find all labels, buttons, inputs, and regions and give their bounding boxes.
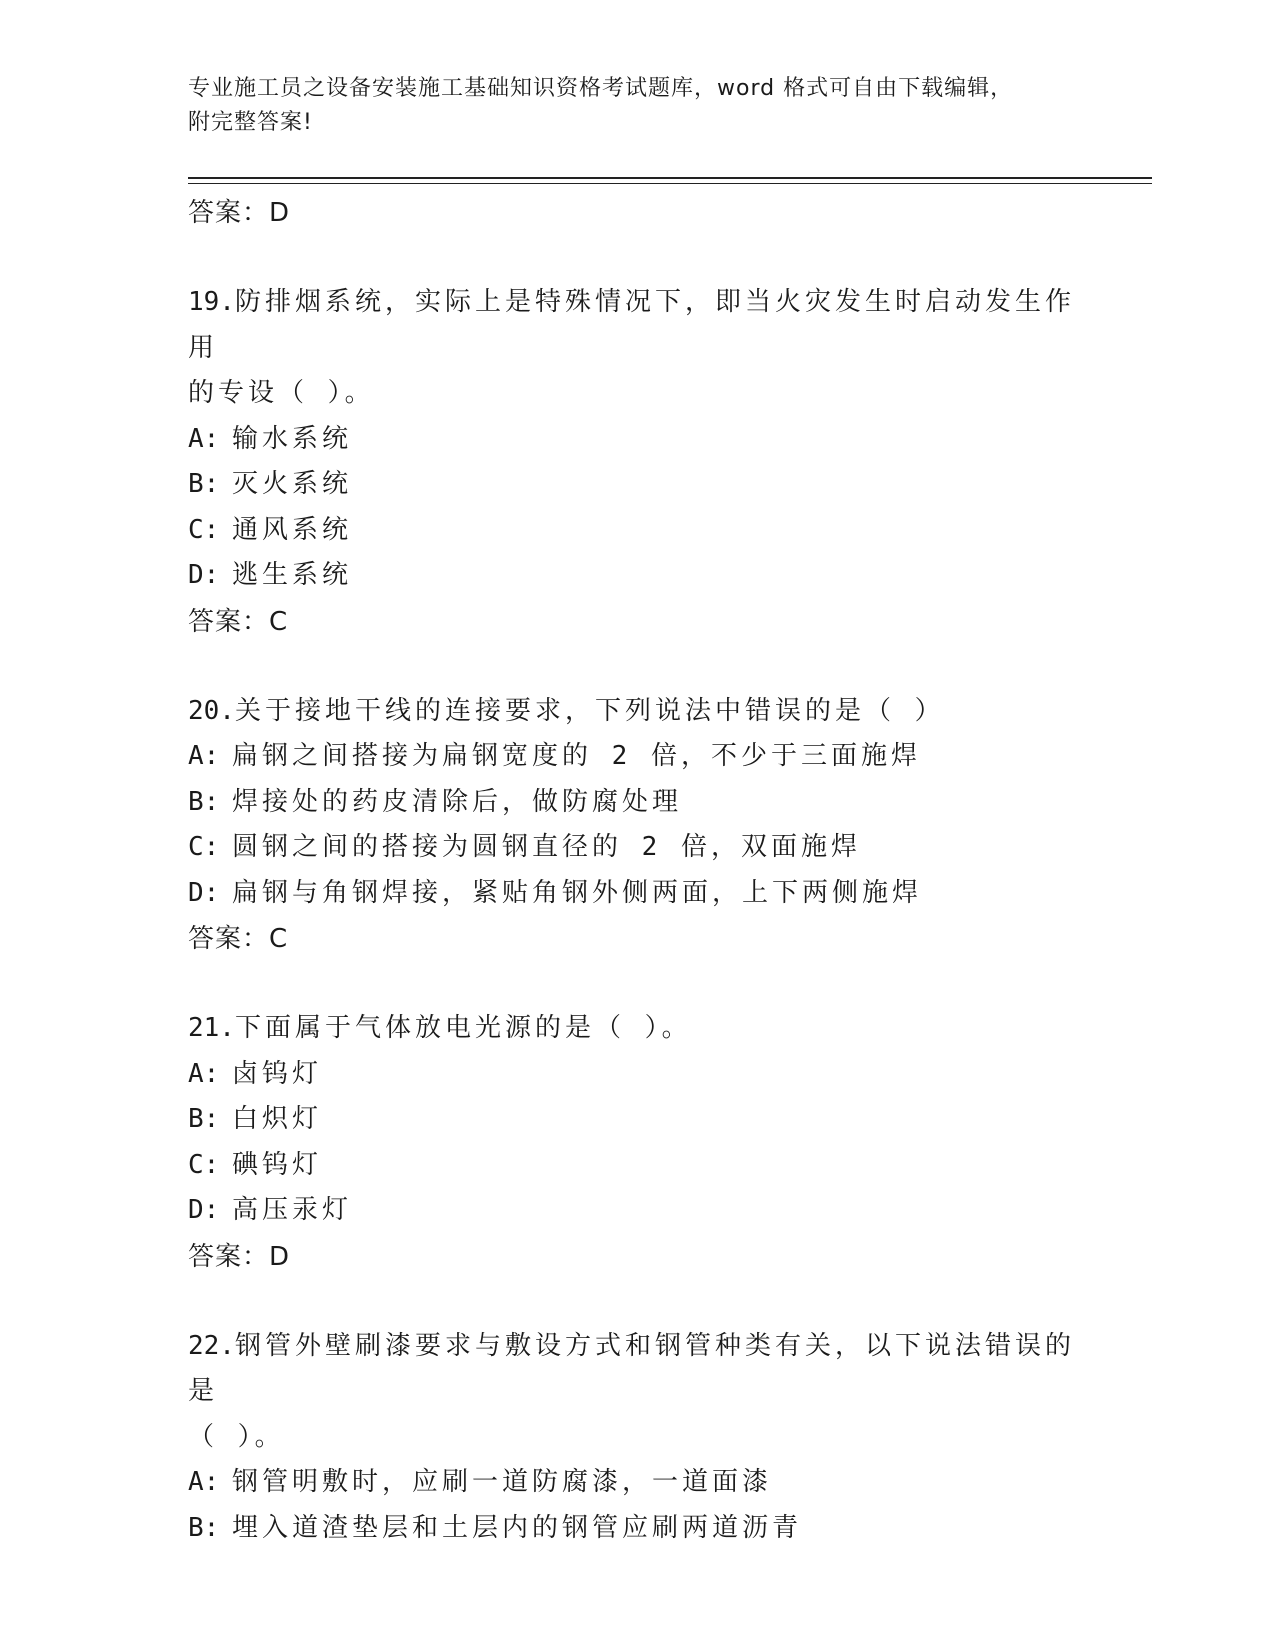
option-c <box>188 508 1088 554</box>
header-divider-thick <box>188 177 1152 179</box>
option-a <box>188 1460 1088 1506</box>
option-key: B: <box>188 1512 220 1543</box>
page-header <box>188 72 1068 140</box>
option-b <box>188 1506 1088 1552</box>
question-number: 22. <box>188 1330 235 1361</box>
option-text: 焊接处的药皮清除后，做防腐处理 <box>232 786 683 817</box>
option-text: 埋入道渣垫层和土层内的钢管应刷两道沥青 <box>232 1512 803 1543</box>
question-number: 20. <box>188 695 235 726</box>
option-key: C: <box>188 1149 220 1180</box>
option-key: C: <box>188 514 220 545</box>
option-key: A: <box>188 423 220 454</box>
answer-line: 答案：C <box>188 924 289 954</box>
answer-line: 答案：C <box>188 606 289 637</box>
option-text: 通风系统 <box>232 514 353 545</box>
option-a <box>188 417 1088 463</box>
question-stem-line <box>188 689 1088 735</box>
option-a <box>188 1052 1088 1098</box>
question-number: 21. <box>188 1013 235 1043</box>
option-key: C: <box>188 832 220 862</box>
question-stem-line <box>188 280 1088 371</box>
question-22 <box>188 1324 1088 1552</box>
option-text: 扁钢之间搭接为扁钢宽度的 2 倍，不少于三面施焊 <box>232 741 921 771</box>
question-stem-text: 防排烟系统，实际上是特殊情况下，即当火灾发生时启动发生作用 <box>188 287 1075 363</box>
option-text: 白炽灯 <box>232 1104 323 1134</box>
option-key: B: <box>188 1104 220 1134</box>
option-text: 碘钨灯 <box>232 1149 323 1180</box>
option-text: 高压汞灯 <box>232 1195 353 1225</box>
header-line-2: 附完整答案! <box>188 110 313 135</box>
question-20 <box>188 689 1088 963</box>
option-key: A: <box>188 1467 220 1497</box>
option-d <box>188 553 1088 599</box>
option-text: 扁钢与角钢焊接，紧贴角钢外侧两面，上下两侧施焊 <box>232 877 923 908</box>
answer-line: 答案：D <box>188 198 291 228</box>
option-key: D: <box>188 877 220 908</box>
option-b <box>188 780 1088 826</box>
option-key: D: <box>188 1195 220 1225</box>
option-a <box>188 734 1088 780</box>
question-stem-line: 的专设（ ）。 <box>188 378 375 408</box>
option-text: 输水系统 <box>232 423 353 454</box>
question-21 <box>188 1006 1088 1280</box>
option-key: B: <box>188 469 220 499</box>
option-c <box>188 825 1088 871</box>
option-d <box>188 1188 1088 1234</box>
option-key: A: <box>188 741 220 771</box>
header-line-1: 专业施工员之设备安装施工基础知识资格考试题库，word 格式可自由下载编辑， <box>188 76 1014 101</box>
header-divider-thin <box>188 183 1152 184</box>
option-text: 卤钨灯 <box>232 1058 323 1089</box>
question-stem-text: 关于接地干线的连接要求，下列说法中错误的是（ ） <box>234 695 945 726</box>
question-stem-line <box>188 1324 1088 1415</box>
option-key: D: <box>188 560 220 590</box>
question-stem-text: 钢管外壁刷漆要求与敷设方式和钢管种类有关，以下说法错误的是 <box>188 1330 1075 1406</box>
question-stem-line <box>188 1006 1088 1052</box>
question-stem-line: （ ）。 <box>188 1421 285 1452</box>
option-d <box>188 871 1088 917</box>
option-key: B: <box>188 786 220 817</box>
option-b <box>188 462 1088 508</box>
question-list <box>188 190 1088 1551</box>
option-text: 逃生系统 <box>232 560 353 590</box>
option-text: 灭火系统 <box>232 469 353 499</box>
question-number: 19. <box>188 287 235 317</box>
option-c <box>188 1143 1088 1189</box>
option-key: A: <box>188 1058 220 1089</box>
question-19 <box>188 280 1088 645</box>
option-text: 圆钢之间的搭接为圆钢直径的 2 倍，双面施焊 <box>232 832 861 862</box>
option-b <box>188 1097 1088 1143</box>
option-text: 钢管明敷时，应刷一道防腐漆，一道面漆 <box>232 1467 773 1497</box>
answer-line: 答案：D <box>188 1241 291 1272</box>
question-stem-text: 下面属于气体放电光源的是（ ）。 <box>234 1013 692 1043</box>
